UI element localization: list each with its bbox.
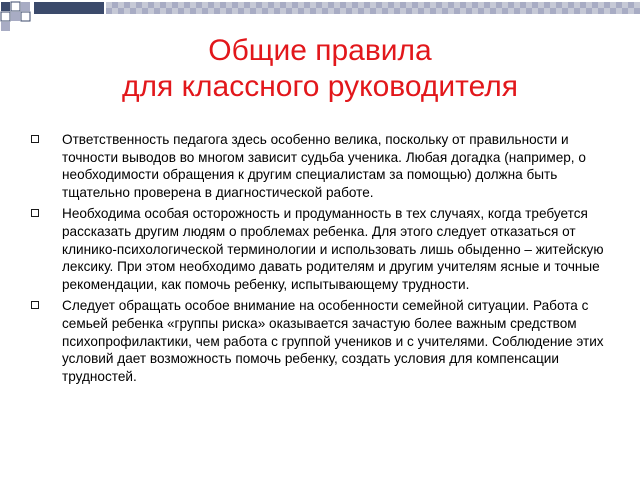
checker-cell [466,8,472,14]
checker-cell [550,8,556,14]
checker-cell [118,2,124,8]
checker-cell [118,8,124,14]
corner-square [11,2,20,11]
checker-cell [244,2,250,8]
bullet-text: Ответственность педагога здесь особенно велика, поскольку от правильности и точности выводов во многом зависит судьба ученика. Любая догадка (например, о необходимости обращения к другим специалистам за помощью) должна быть тщательно проверена в диагностической работе. [62,132,586,200]
checker-cell [610,2,616,8]
checker-cell [154,2,160,8]
checker-cell [142,2,148,8]
checker-cell [166,2,172,8]
checker-cell [544,8,550,14]
checker-cell [196,8,202,14]
checker-cell [178,2,184,8]
checker-cell [442,8,448,14]
checker-cell [418,8,424,14]
checker-cell [478,2,484,8]
checker-cell [286,8,292,14]
checker-cell [322,2,328,8]
header-checker-band [106,2,640,14]
checker-cell [136,2,142,8]
checker-cell [274,2,280,8]
checker-cell [514,2,520,8]
checker-cell [238,8,244,14]
checker-cell [568,8,574,14]
checker-cell [508,8,514,14]
checker-cell [442,2,448,8]
checker-cell [574,2,580,8]
checker-cell [250,8,256,14]
checker-cell [622,2,628,8]
corner-square [11,12,20,21]
checker-cell [532,2,538,8]
bullet-item [0,131,640,201]
checker-cell [514,8,520,14]
checker-cell [244,8,250,14]
title-line-2: для классного руководителя [121,70,519,103]
checker-cell [232,2,238,8]
checker-cell [232,8,238,14]
checker-cell [538,8,544,14]
checker-cell [460,8,466,14]
checker-cell [406,8,412,14]
checker-cell [298,8,304,14]
checker-cell [106,2,112,8]
checker-cell [544,2,550,8]
checker-cell [526,2,532,8]
checker-cell [160,8,166,14]
checker-cell [394,2,400,8]
checker-cell [304,8,310,14]
checker-cell [424,2,430,8]
checker-cell [310,2,316,8]
header-bar-dark [34,2,104,14]
bullet-text: Следует обращать особое внимание на особенности семейной ситуации. Работа с семьей ребенка «группы риска» оказывается зачастую более важным средством психопрофилактики, чем работа с группой учеников и с учителями. Соблюдение этих условий дает возможность помочь ребенку, создать условия для компенсации трудностей. [62,298,604,384]
checker-cell [352,2,358,8]
checker-cell [412,8,418,14]
checker-cell [226,8,232,14]
checker-cell [340,2,346,8]
checker-cell [508,2,514,8]
checker-cell [520,2,526,8]
checker-cell [616,8,622,14]
checker-cell [562,2,568,8]
checker-cell [448,2,454,8]
checker-cell [448,8,454,14]
checker-cell [526,8,532,14]
checker-cell [316,8,322,14]
checker-cell [574,8,580,14]
checker-cell [292,2,298,8]
checker-cell [580,2,586,8]
checker-cell [412,2,418,8]
checker-cell [538,2,544,8]
checker-cell [628,8,634,14]
checker-cell [268,2,274,8]
checker-cell [580,8,586,14]
checker-cell [370,2,376,8]
checker-cell [148,2,154,8]
checker-cell [370,8,376,14]
corner-square [1,12,10,21]
checker-cell [136,8,142,14]
checker-cell [142,8,148,14]
checker-cell [334,2,340,8]
checker-cell [106,8,112,14]
checker-cell [184,2,190,8]
checker-cell [112,2,118,8]
checker-cell [532,8,538,14]
checker-cell [238,2,244,8]
checker-cell [382,2,388,8]
checker-cell [436,8,442,14]
checker-cell [586,2,592,8]
checker-cell [298,2,304,8]
checker-cell [394,8,400,14]
checker-cell [460,2,466,8]
checker-cell [400,8,406,14]
checker-cell [604,2,610,8]
checker-cell [112,8,118,14]
checker-cell [424,8,430,14]
checker-cell [328,8,334,14]
checker-cell [490,2,496,8]
checker-cell [124,8,130,14]
checker-cell [484,8,490,14]
checker-cell [130,2,136,8]
checker-cell [220,8,226,14]
checker-cell [220,2,226,8]
checker-cell [616,2,622,8]
checker-cell [196,2,202,8]
checker-cell [364,2,370,8]
checker-cell [352,8,358,14]
checker-cell [550,2,556,8]
checker-cell [562,8,568,14]
checker-cell [592,8,598,14]
checker-cell [280,8,286,14]
checker-cell [586,8,592,14]
checker-cell [208,2,214,8]
checker-cell [262,2,268,8]
checker-cell [496,8,502,14]
checker-cell [382,8,388,14]
checker-cell [184,8,190,14]
checker-cell [484,2,490,8]
checker-cell [256,8,262,14]
corner-square [21,2,30,11]
checker-cell [166,8,172,14]
checker-cell [202,2,208,8]
checker-cell [316,2,322,8]
checker-cell [490,8,496,14]
corner-square [21,12,30,21]
checker-cell [262,8,268,14]
checker-cell [178,8,184,14]
checker-cell [496,2,502,8]
checker-cell [214,2,220,8]
checker-cell [280,2,286,8]
title-line-1: Общие правила [208,34,432,67]
checker-cell [154,8,160,14]
decorative-header-band [0,0,640,34]
header-pattern [0,0,640,34]
bullet-item [0,297,640,385]
checker-cell [556,8,562,14]
checker-cell [214,8,220,14]
checker-cell [622,8,628,14]
checker-cell [124,2,130,8]
corner-square [1,2,10,11]
checker-cell [226,2,232,8]
checker-cell [250,2,256,8]
checker-cell [268,8,274,14]
checker-cell [430,2,436,8]
checker-cell [190,2,196,8]
checker-cell [502,8,508,14]
checker-cell [388,2,394,8]
checker-cell [256,2,262,8]
checker-cell [334,8,340,14]
checker-cell [160,2,166,8]
checker-cell [592,2,598,8]
bullet-list [0,131,640,389]
checker-cell [568,2,574,8]
checker-cell [520,8,526,14]
checker-cell [358,2,364,8]
checker-cell [292,8,298,14]
checker-cell [472,8,478,14]
checker-cell [406,2,412,8]
checker-cell [598,8,604,14]
checker-cell [322,8,328,14]
corner-square [1,22,10,31]
checker-cell [430,8,436,14]
checker-cell [436,2,442,8]
checker-cell [376,8,382,14]
checker-cell [340,8,346,14]
bullet-item [0,205,640,293]
checker-cell [346,2,352,8]
checker-cell [274,8,280,14]
hollow-square-icon [31,135,39,143]
hollow-square-icon [31,301,39,309]
checker-cell [130,8,136,14]
checker-cell [400,2,406,8]
checker-cell [472,2,478,8]
checker-cell [172,2,178,8]
checker-cell [466,2,472,8]
checker-cell [172,8,178,14]
checker-cell [346,8,352,14]
checker-cell [454,8,460,14]
checker-cell [604,8,610,14]
checker-cell [598,2,604,8]
hollow-square-icon [31,209,39,217]
checker-cell [310,8,316,14]
checker-cell [628,2,634,8]
checker-cell [190,8,196,14]
slide-title [0,33,640,105]
checker-cell [478,8,484,14]
checker-cell [388,8,394,14]
checker-cell [634,2,640,8]
checker-cell [376,2,382,8]
checker-cell [328,2,334,8]
checker-cell [364,8,370,14]
checker-cell [208,8,214,14]
checker-cell [634,8,640,14]
checker-cell [304,2,310,8]
checker-cell [556,2,562,8]
checker-cell [358,8,364,14]
checker-cell [454,2,460,8]
checker-cell [148,8,154,14]
checker-cell [202,8,208,14]
checker-cell [418,2,424,8]
bullet-text: Необходима особая осторожность и продуманность в тех случаях, когда требуется рассказать другим людям о проблемах ребенка. Для этого следует отказаться от клинико-психологической терминологии и использовать лишь обыденно – житейскую лексику. При этом необходимо давать родителям и другим учителям ясные и точные рекомендации, как помочь ребенку, испытывающему трудности. [62,206,604,292]
checker-cell [286,2,292,8]
checker-cell [502,2,508,8]
checker-cell [610,8,616,14]
